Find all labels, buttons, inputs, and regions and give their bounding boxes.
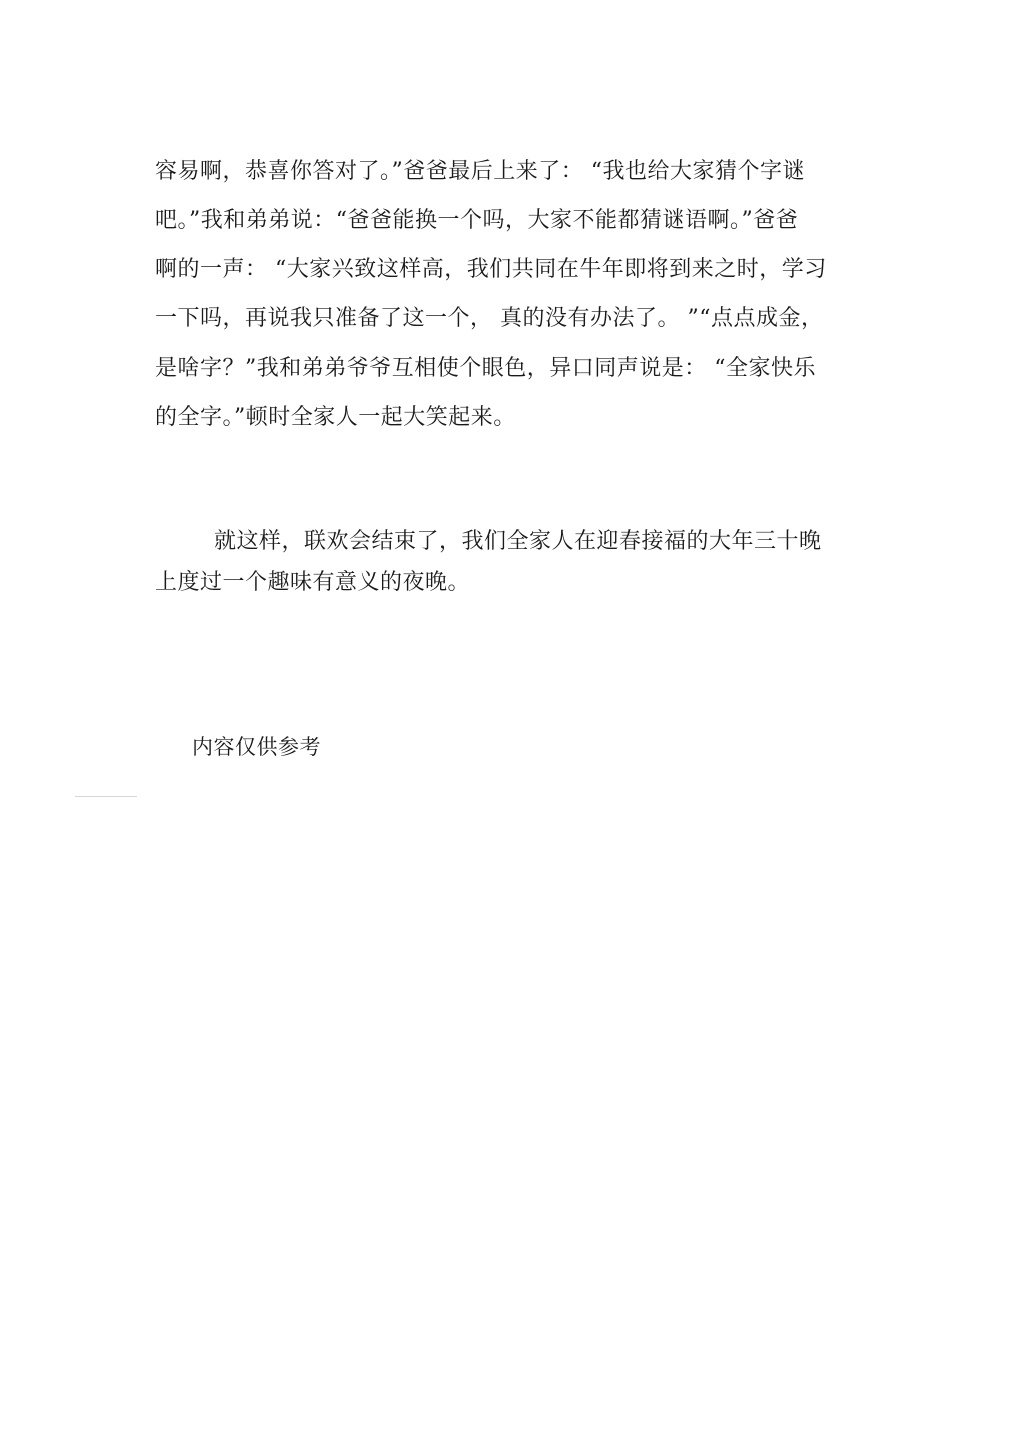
paragraph-1-line-2: 吧。”我和弟弟说：“爸爸能换一个吗，大家不能都猜谜语啊。”爸爸	[155, 208, 799, 233]
paragraph-2-line-1: 就这样，联欢会结束了，我们全家人在迎春接福的大年三十晚	[214, 529, 822, 554]
paragraph-2-line-2: 上度过一个趣味有意义的夜晚。	[155, 570, 471, 595]
reference-note: 内容仅供参考	[192, 735, 321, 759]
paragraph-1-line-1: 容易啊，恭喜你答对了。”爸爸最后上来了： “我也给大家猜个字谜	[155, 159, 805, 184]
paragraph-1-line-5: 是啥字？”我和弟弟爷爷互相使个眼色，异口同声说是： “全家快乐	[155, 356, 816, 381]
paragraph-1-line-6: 的全字。”顿时全家人一起大笑起来。	[155, 405, 516, 430]
faint-divider-mark	[75, 796, 137, 797]
paragraph-1-line-3: 啊的一声： “大家兴致这样高，我们共同在牛年即将到来之时，学习	[155, 257, 827, 282]
paragraph-1-line-4: 一下吗，再说我只准备了这一个， 真的没有办法了。 ”“点点成金，	[155, 306, 824, 331]
